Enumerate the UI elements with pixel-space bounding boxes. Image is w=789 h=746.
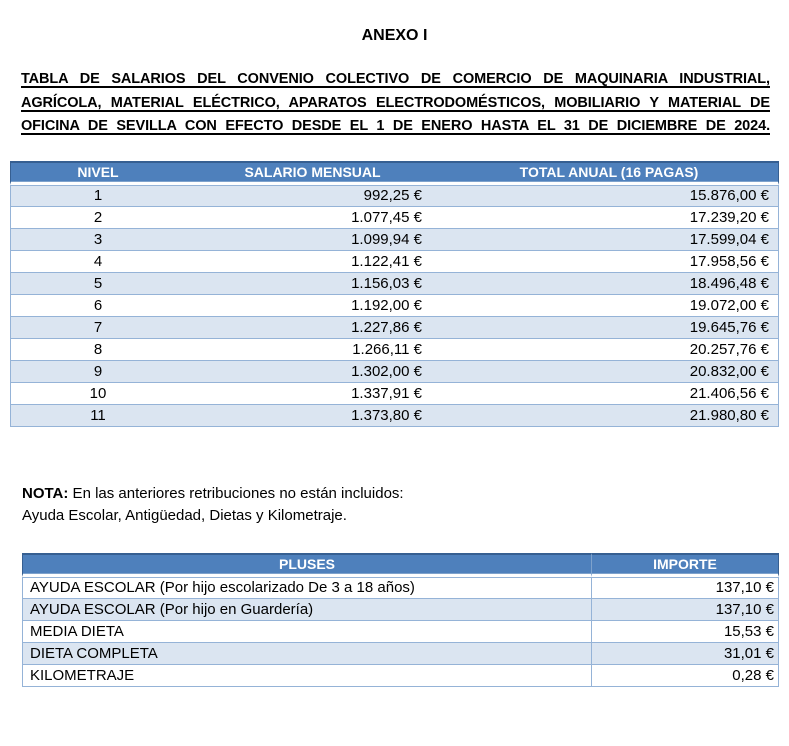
table-row	[10, 207, 779, 229]
table-row	[10, 273, 779, 295]
cell-salario-mensual: 1.156,03 €	[185, 273, 440, 295]
column-header-nivel: NIVEL	[10, 161, 185, 185]
salary-table	[10, 161, 779, 427]
table-row	[22, 577, 779, 599]
cell-salario-mensual: 1.373,80 €	[185, 405, 440, 427]
table-row	[22, 621, 779, 643]
cell-total-anual: 20.257,76 €	[440, 339, 779, 361]
cell-total-anual: 19.072,00 €	[440, 295, 779, 317]
note-line-1	[22, 485, 404, 502]
note	[22, 483, 769, 527]
cell-importe: 31,01 €	[591, 643, 779, 665]
note-text: En las anteriores retribuciones no están incluidos:	[68, 484, 404, 502]
cell-salario-mensual: 1.192,00 €	[185, 295, 440, 317]
cell-nivel: 5	[10, 273, 185, 295]
cell-nivel: 10	[10, 383, 185, 405]
cell-nivel: 4	[10, 251, 185, 273]
cell-importe: 137,10 €	[591, 577, 779, 599]
cell-salario-mensual: 1.266,11 €	[185, 339, 440, 361]
cell-nivel: 8	[10, 339, 185, 361]
cell-plus: AYUDA ESCOLAR (Por hijo escolarizado De 3 a 18 años)	[22, 577, 591, 599]
column-header-salario-mensual: SALARIO MENSUAL	[185, 161, 440, 185]
cell-importe: 0,28 €	[591, 665, 779, 687]
cell-importe: 15,53 €	[591, 621, 779, 643]
note-line-2: Ayuda Escolar, Antigüedad, Dietas y Kilometraje.	[22, 506, 347, 524]
document-heading: TABLA DE SALARIOS DEL CONVENIO COLECTIVO DE COMERCIO DE MAQUINARIA INDUSTRIAL, AGRÍCOLA, MATERIAL ELÉCTRICO, APARATOS ELECTRODOMÉSTICOS, MOBILIARIO Y MATERIAL DE OFICINA DE SEVILLA CON EFECTO DESDE EL 1 DE ENERO HASTA EL 31 DE DICIEMBRE DE 2024.	[21, 71, 770, 134]
table-row	[10, 185, 779, 207]
cell-nivel: 3	[10, 229, 185, 251]
cell-nivel: 9	[10, 361, 185, 383]
table-row	[22, 665, 779, 687]
table-row	[10, 317, 779, 339]
cell-total-anual: 19.645,76 €	[440, 317, 779, 339]
cell-plus: DIETA COMPLETA	[22, 643, 591, 665]
cell-salario-mensual: 1.099,94 €	[185, 229, 440, 251]
table-row	[10, 405, 779, 427]
column-header-importe: IMPORTE	[591, 553, 779, 577]
cell-plus: KILOMETRAJE	[22, 665, 591, 687]
note-label: NOTA:	[22, 484, 69, 502]
cell-salario-mensual: 1.122,41 €	[185, 251, 440, 273]
cell-nivel: 7	[10, 317, 185, 339]
table-row	[10, 229, 779, 251]
column-header-pluses: PLUSES	[22, 553, 591, 577]
table-row	[10, 383, 779, 405]
table-row	[10, 339, 779, 361]
cell-nivel: 2	[10, 207, 185, 229]
document-page	[0, 27, 789, 746]
cell-total-anual: 20.832,00 €	[440, 361, 779, 383]
cell-total-anual: 21.980,80 €	[440, 405, 779, 427]
pluses-table-header-row	[22, 553, 779, 577]
cell-plus: MEDIA DIETA	[22, 621, 591, 643]
table-row	[10, 295, 779, 317]
cell-plus: AYUDA ESCOLAR (Por hijo en Guardería)	[22, 599, 591, 621]
pluses-table	[22, 553, 779, 687]
cell-total-anual: 17.239,20 €	[440, 207, 779, 229]
salary-table-header-row	[10, 161, 779, 185]
table-row	[22, 643, 779, 665]
column-header-total-anual: TOTAL ANUAL (16 PAGAS)	[440, 161, 779, 185]
table-row	[10, 251, 779, 273]
page-title: ANEXO I	[361, 27, 428, 44]
table-row	[22, 599, 779, 621]
cell-total-anual: 18.496,48 €	[440, 273, 779, 295]
cell-total-anual: 15.876,00 €	[440, 185, 779, 207]
cell-total-anual: 17.599,04 €	[440, 229, 779, 251]
cell-importe: 137,10 €	[591, 599, 779, 621]
cell-salario-mensual: 1.077,45 €	[185, 207, 440, 229]
table-row	[10, 361, 779, 383]
cell-nivel: 1	[10, 185, 185, 207]
cell-nivel: 6	[10, 295, 185, 317]
cell-salario-mensual: 1.302,00 €	[185, 361, 440, 383]
cell-salario-mensual: 1.337,91 €	[185, 383, 440, 405]
cell-nivel: 11	[10, 405, 185, 427]
cell-salario-mensual: 1.227,86 €	[185, 317, 440, 339]
cell-salario-mensual: 992,25 €	[185, 185, 440, 207]
cell-total-anual: 21.406,56 €	[440, 383, 779, 405]
cell-total-anual: 17.958,56 €	[440, 251, 779, 273]
